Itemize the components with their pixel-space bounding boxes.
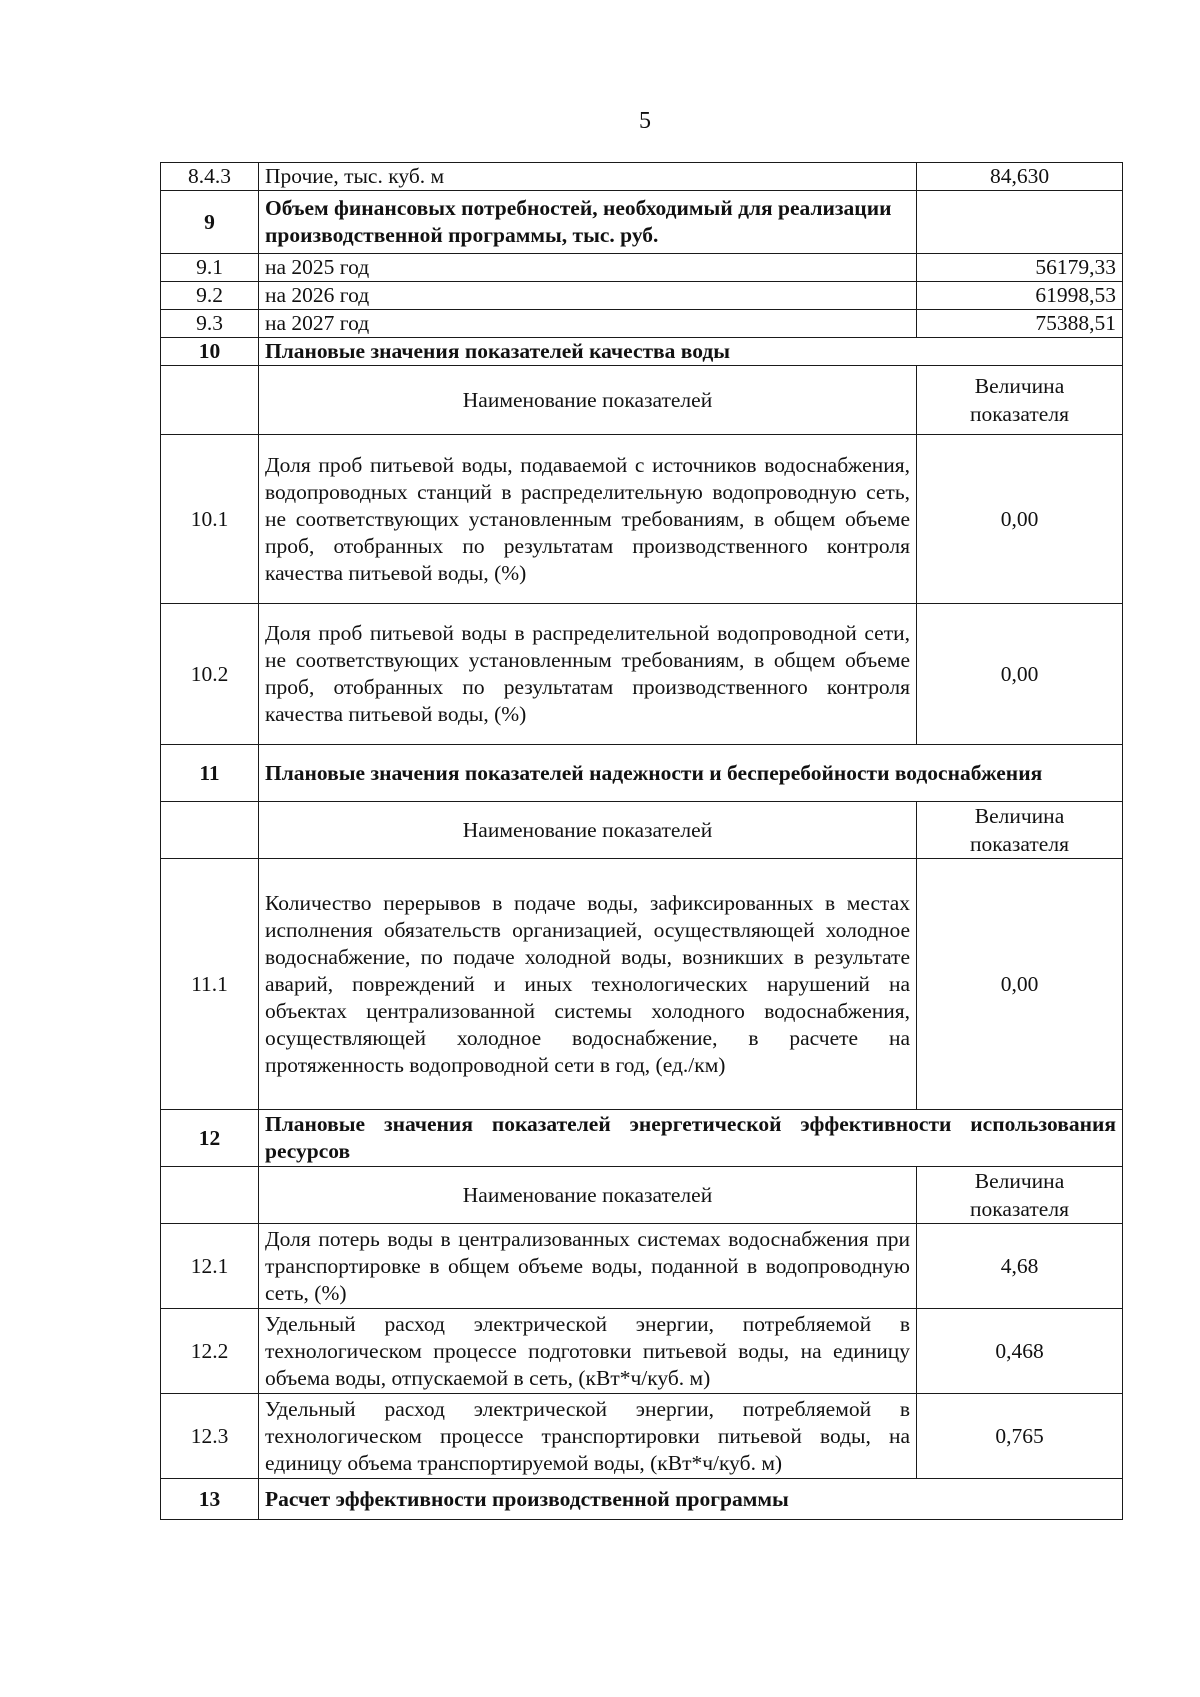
row-value: 0,00 <box>917 435 1123 604</box>
row-number: 9.2 <box>161 282 259 310</box>
column-header-name: Наименование показателей <box>259 802 917 859</box>
table-row <box>161 310 1123 338</box>
row-value: 84,630 <box>917 163 1123 191</box>
table-header-row <box>161 802 1123 859</box>
section-number: 9 <box>161 191 259 254</box>
column-header-value: Величина показателя <box>917 366 1123 435</box>
row-text: Доля потерь воды в централизованных системах водоснабжения при транспортировке в общем объеме воды, поданной в водопроводную сеть, (%) <box>259 1224 917 1309</box>
row-value: 0,765 <box>917 1394 1123 1479</box>
table-header-row <box>161 1167 1123 1224</box>
row-number: 9.3 <box>161 310 259 338</box>
table-row <box>161 604 1123 745</box>
row-value: 56179,33 <box>917 254 1123 282</box>
section-number: 11 <box>161 745 259 802</box>
table-row <box>161 163 1123 191</box>
table-row <box>161 1224 1123 1309</box>
row-value: 75388,51 <box>917 310 1123 338</box>
section-title: Плановые значения показателей надежности и бесперебойности водоснабжения <box>259 745 1123 802</box>
table-row <box>161 859 1123 1110</box>
row-text: Удельный расход электрической энергии, потребляемой в технологическом процессе подготовки питьевой воды, на единицу объема воды, отпускаемой в сеть, (кВт*ч/куб. м) <box>259 1309 917 1394</box>
empty-cell <box>917 191 1123 254</box>
row-text: Доля проб питьевой воды, подаваемой с источников водоснабжения, водопроводных станций в распределительную водопроводную сеть, не соответствующих установленным требованиям, в общем объеме проб, отобранных по результатам производственного контроля качества питьевой воды, (%) <box>259 435 917 604</box>
section-title: Объем финансовых потребностей, необходимый для реализации производственной программы, тыс. руб. <box>259 191 917 254</box>
section-number: 12 <box>161 1110 259 1167</box>
page-number: 5 <box>639 108 651 134</box>
row-value: 61998,53 <box>917 282 1123 310</box>
empty-cell <box>161 1167 259 1224</box>
row-value: 0,00 <box>917 859 1123 1110</box>
row-text: Доля проб питьевой воды в распределительной водопроводной сети, не соответствующих установленным требованиям, в общем объеме проб, отобранных по результатам производственного контроля качества питьевой воды, (%) <box>259 604 917 745</box>
row-value: 0,468 <box>917 1309 1123 1394</box>
row-number: 10.2 <box>161 604 259 745</box>
section-number: 13 <box>161 1479 259 1520</box>
row-text: на 2027 год <box>259 310 917 338</box>
row-value: 4,68 <box>917 1224 1123 1309</box>
section-row <box>161 338 1123 366</box>
section-title: Плановые значения показателей качества воды <box>259 338 1123 366</box>
row-number: 11.1 <box>161 859 259 1110</box>
empty-cell <box>161 366 259 435</box>
table-header-row <box>161 366 1123 435</box>
column-header-name: Наименование показателей <box>259 366 917 435</box>
section-number: 10 <box>161 338 259 366</box>
row-text: на 2025 год <box>259 254 917 282</box>
section-row <box>161 1110 1123 1167</box>
row-text: Удельный расход электрической энергии, потребляемой в технологическом процессе транспортировки питьевой воды, на единицу объема транспортируемой воды, (кВт*ч/куб. м) <box>259 1394 917 1479</box>
table-row <box>161 1394 1123 1479</box>
row-value: 0,00 <box>917 604 1123 745</box>
section-row <box>161 191 1123 254</box>
section-title: Плановые значения показателей энергетической эффективности использования ресурсов <box>259 1110 1123 1167</box>
row-number: 8.4.3 <box>161 163 259 191</box>
table-row <box>161 435 1123 604</box>
row-text: Количество перерывов в подаче воды, зафиксированных в местах исполнения обязательств организацией, осуществляющей холодное водоснабжение, по подаче холодной воды, возникших в результате аварий, повреждений и иных технологических нарушений на объектах централизованной системы холодного водоснабжения, осуществляющей холодное водоснабжение, в расчете на протяженность водопроводной сети в год, (ед./км) <box>259 859 917 1110</box>
table-row <box>161 282 1123 310</box>
row-number: 10.1 <box>161 435 259 604</box>
section-row <box>161 745 1123 802</box>
table-row <box>161 1309 1123 1394</box>
row-number: 12.2 <box>161 1309 259 1394</box>
row-text: Прочие, тыс. куб. м <box>259 163 917 191</box>
column-header-name: Наименование показателей <box>259 1167 917 1224</box>
column-header-value: Величина показателя <box>917 1167 1123 1224</box>
row-number: 12.3 <box>161 1394 259 1479</box>
row-text: на 2026 год <box>259 282 917 310</box>
section-title: Расчет эффективности производственной программы <box>259 1479 1123 1520</box>
column-header-value: Величина показателя <box>917 802 1123 859</box>
production-program-table <box>160 162 1123 1520</box>
row-number: 9.1 <box>161 254 259 282</box>
section-row <box>161 1479 1123 1520</box>
empty-cell <box>161 802 259 859</box>
row-number: 12.1 <box>161 1224 259 1309</box>
table-row <box>161 254 1123 282</box>
